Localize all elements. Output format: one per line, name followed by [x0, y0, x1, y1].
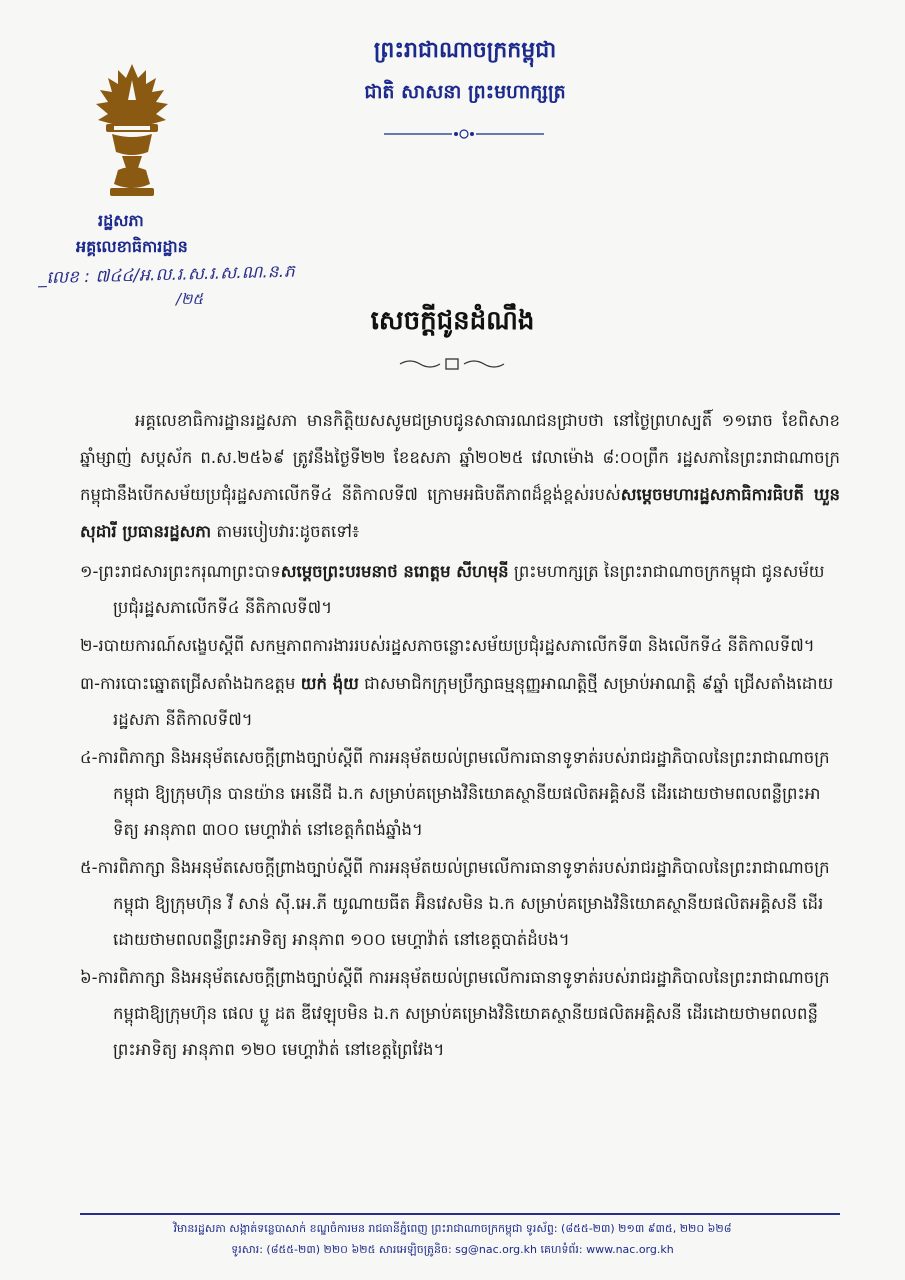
agenda-item-1: [80, 554, 840, 626]
intro-closing: តាមរបៀបវារៈដូចតទៅ៖: [216, 522, 360, 541]
organization-department: អគ្គលេខាធិការដ្ឋាន: [76, 237, 188, 256]
agenda-item-2: [80, 628, 840, 664]
title-ornament-icon: [396, 356, 508, 372]
agenda-item-text: ៤-ការពិភាក្សា និងអនុម័តសេចក្តីព្រាងច្បាប់ស្តីពី ការអនុម័តយល់ព្រមលើការធានាទូទាត់របស់រាជរដ្ឋាភិបាលនៃព្រះរាជាណាចក្រកម្ពុជា ឱ្យក្រុមហ៊ុន បានយ៉ាន អេនើជី ឯ.ក សម្រាប់គម្រោងវិនិយោគស្ថានីយផលិតអគ្គិសនី ដើរដោយថាមពលពន្លឺព្រះអាទិត្យ អានុភាព ៣០០ មេហ្គាវ៉ាត់ នៅខេត្តកំពង់ឆ្នាំង។: [80, 748, 830, 839]
reference-number: _លេខ : ៧៤៤/អ.ល.រ.ស.រ.ស.ណ.ន.ភ: [37, 261, 296, 289]
agenda-item-text-end: ព្រះមហាក្សត្រ នៃព្រះរាជាណាចក្រកម្ពុជា ជូនសម័យប្រជុំរដ្ឋសភាលើកទី៤ នីតិកាលទី៧។: [113, 562, 825, 617]
footer-divider: [80, 1213, 840, 1215]
agenda-item-6: [80, 960, 840, 1068]
agenda-item-text-end: ជាសមាជិកក្រុមប្រឹក្សាធម្មនុញ្ញអាណត្តិថ្មី សម្រាប់អាណត្តិ ៩ឆ្នាំ ជ្រើសតាំងដោយរដ្ឋសភា នីតិកាលទី៧។: [113, 674, 834, 729]
agenda-item-text: ៦-ការពិភាក្សា និងអនុម័តសេចក្តីព្រាងច្បាប់ស្តីពី ការអនុម័តយល់ព្រមលើការធានាទូទាត់របស់រាជរដ្ឋាភិបាលនៃព្រះរាជាណាចក្រកម្ពុជាឱ្យក្រុមហ៊ុន ផេល ប្លូ ដត ឌីវេឡុបមិន ឯ.ក សម្រាប់គម្រោងវិនិយោគស្ថានីយផលិតអគ្គិសនី ដើរដោយថាមពលពន្លឺព្រះអាទិត្យ អានុភាព ១២០ មេហ្គាវ៉ាត់ នៅខេត្តព្រៃវែង។: [80, 968, 830, 1059]
intro-text: អគ្គលេខាធិការដ្ឋានរដ្ឋសភា មានកិត្តិយសសូមជម្រាបជូនសាធារណជនជ្រាបថា នៅថ្ងៃព្រហស្បតិ៍ ១១រោច ខែពិសាខ ឆ្នាំម្សាញ់ សប្តស័ក ព.ស.២៥៦៩ ត្រូវនឹងថ្ងៃទី២២ ខែឧសភា ឆ្នាំ២០២៥ វេលាម៉ោង ៨:០០ព្រឹក រដ្ឋសភានៃព្រះរាជាណាចក្រកម្ពុជានឹងបើកសម័យប្រជុំរដ្ឋសភាលើកទី៤ នីតិកាលទី៧ ក្រោមអធិបតីភាពដ៏ខ្ពង់ខ្ពស់របស់: [80, 411, 840, 504]
national-assembly-emblem-icon: [92, 60, 172, 200]
document-title: សេចក្តីជូនដំណឹង: [370, 306, 535, 336]
agenda-item-text: ២-របាយការណ៍សង្ខេបស្តីពី សកម្មភាពការងាររបស់រដ្ឋសភាចន្លោះសម័យប្រជុំរដ្ឋសភាលើកទី៣ និងលើកទី៤ នីតិកាលទី៧។: [80, 636, 815, 655]
document-body: [80, 402, 840, 1070]
agenda-item-5: [80, 850, 840, 958]
reference-number-suffix: /២៥: [176, 290, 204, 308]
agenda-item-text: ៣-ការបោះឆ្នោតជ្រើសតាំងឯកឧត្តម: [80, 674, 301, 693]
header-ornament-icon: [384, 126, 544, 142]
agenda-item-3: [80, 666, 840, 738]
agenda-item-4: [80, 740, 840, 848]
agenda-item-bold: សម្តេចព្រះបរមនាថ នរោត្តម សីហមុនី: [280, 562, 509, 581]
agenda-item-bold: យក់ ង៉ុយ: [300, 674, 359, 693]
agenda-item-text: ៥-ការពិភាក្សា និងអនុម័តសេចក្តីព្រាងច្បាប់ស្តីពី ការអនុម័តយល់ព្រមលើការធានាទូទាត់របស់រាជរដ្ឋាភិបាលនៃព្រះរាជាណាចក្រកម្ពុជា ឱ្យក្រុមហ៊ុន វី សាន់ ស៊ី.អេ.ភី យូណាយធីត អ៊ិនវេសមិន ឯ.ក សម្រាប់គម្រោងវិនិយោគស្ថានីយផលិតអគ្គិសនី ដើរដោយថាមពលពន្លឺព្រះអាទិត្យ អានុភាព ១០០ មេហ្គាវ៉ាត់ នៅខេត្តបាត់ដំបង។: [80, 858, 830, 949]
national-motto: ជាតិ សាសនា ព្រះមហាក្សត្រ: [364, 81, 566, 103]
organization-name: រដ្ឋសភា: [98, 211, 144, 230]
kingdom-heading: ព្រះរាជាណាចក្រកម្ពុជា: [373, 38, 557, 63]
intro-bold-name: សម្តេចមហារដ្ឋសភាធិការធិបតី ឃួន សុដារី ប្រធានរដ្ឋសភា: [80, 485, 841, 541]
footer-address: វិមានរដ្ឋសភា សង្កាត់ទន្លេបាសាក់ ខណ្ឌចំការមន រាជធានីភ្នំពេញ ព្រះរាជាណាចក្រកម្ពុជា ទូរស័ព្ទ: (៨៥៥-២៣) ២១៣ ៩៣៥, ២២០ ៦២៨: [173, 1222, 732, 1235]
agenda-item-text: ១-ព្រះរាជសារព្រះករុណាព្រះបាទ: [80, 562, 281, 581]
intro-paragraph: [80, 402, 840, 550]
footer-contact: ទូរសារ: (៨៥៥-២៣) ២២០ ៦២៥ សារអេឡិចត្រូនិច: sg@nac.org.kh គេហទំព័រ: www.nac.org.kh: [231, 1243, 674, 1256]
